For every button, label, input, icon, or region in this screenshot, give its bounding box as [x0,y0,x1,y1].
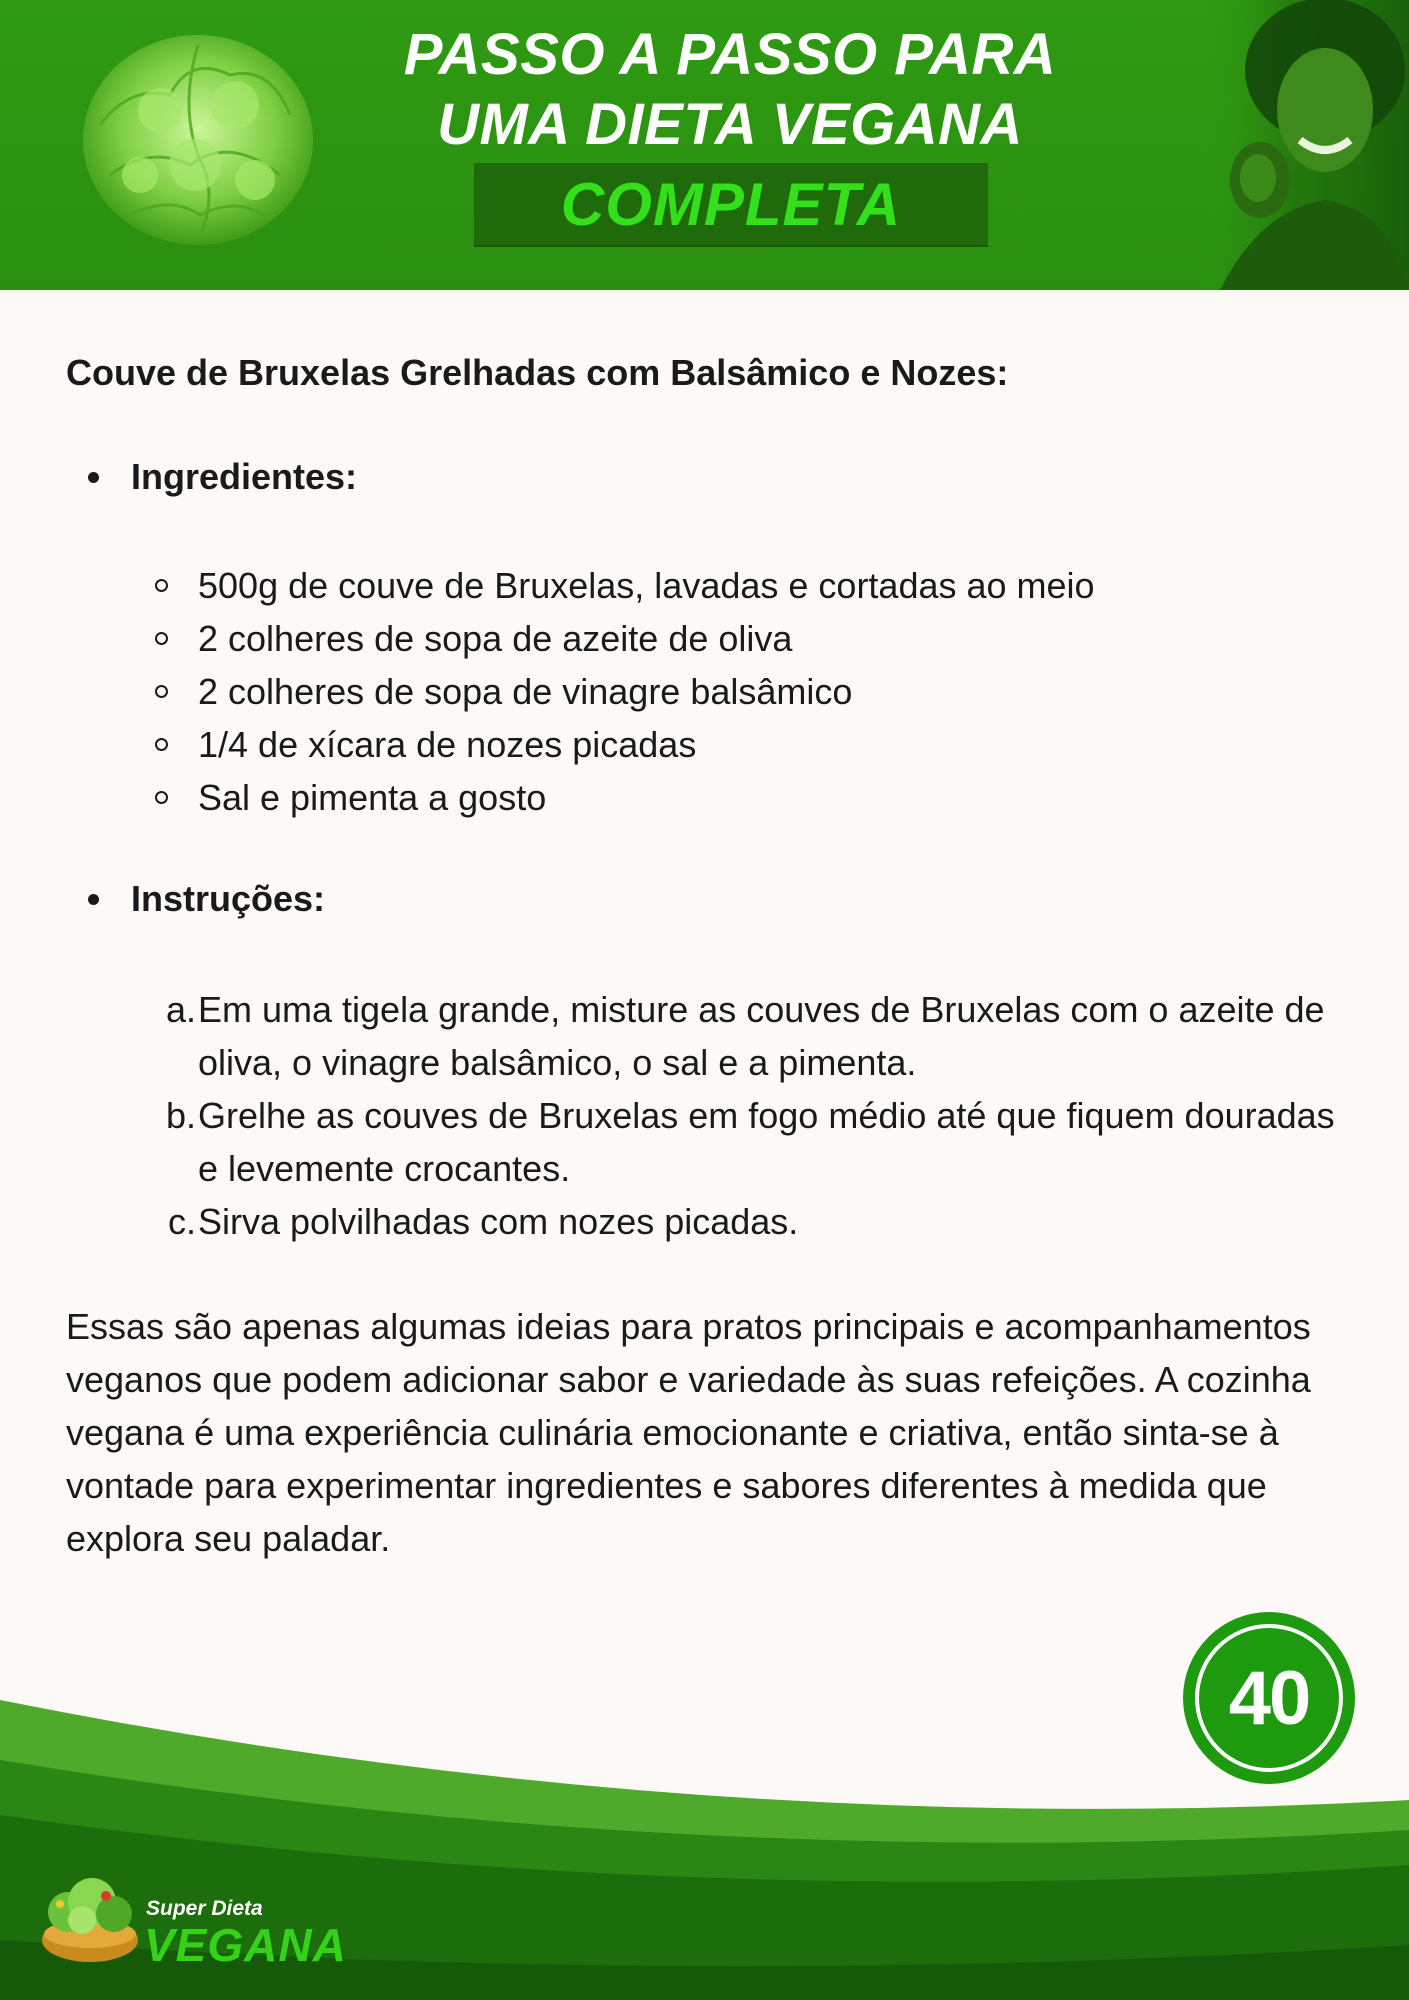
list-marker: c. [167,1201,196,1242]
recipe-title: Couve de Bruxelas Grelhadas com Balsâmico e Nozes: [66,352,1009,393]
list-marker: b. [165,1095,196,1136]
list-item: 2 colheres de sopa de vinagre balsâmico [150,665,1095,718]
page-number-badge [1183,1612,1355,1784]
list-item [150,1089,1350,1195]
instruction-text: Em uma tigela grande, misture as couves de Bruxelas com o azeite de oliva, o vinagre balsâmico, o sal e a pimenta. [198,989,1325,1083]
instructions-heading [88,878,325,920]
header-title-line2: UMA DIETA VEGANA [437,92,1023,157]
circle-bullet-icon [155,579,168,592]
ingredients-heading [88,456,357,498]
logo-icon [30,1862,150,1972]
subtitle-box [474,163,988,247]
ingredients-heading-label: Ingredientes: [131,456,358,497]
list-item [150,983,1350,1089]
list-marker: a. [165,989,196,1030]
header-title [300,20,1160,160]
ingredients-list [150,559,1095,824]
circle-bullet-icon [155,685,168,698]
circle-bullet-icon [155,791,168,804]
instruction-text: Sirva polvilhadas com nozes picadas. [198,1201,799,1242]
circle-bullet-icon [155,738,168,751]
instructions-heading-label: Instruções: [131,878,326,919]
logo-super-text: Super Dieta [146,1897,263,1920]
list-item: 2 colheres de sopa de azeite de oliva [150,612,1095,665]
closing-paragraph: Essas são apenas algumas ideias para pratos principais e acompanhamentos veganos que podem adicionar sabor e variedade às suas refeições. A cozinha vegana é uma experiência culinária emocionante e criativa, então sinta-se à vontade para experimentar ingredientes e sabores diferentes à medida que explora seu paladar. [66,1306,1311,1559]
circle-bullet-icon [155,632,168,645]
instruction-text: Grelhe as couves de Bruxelas em fogo médio até que fiquem douradas e levemente crocantes. [198,1095,1335,1189]
header-title-line1: PASSO A PASSO PARA [403,22,1057,87]
list-item [150,1195,1350,1248]
instructions-list [150,983,1350,1248]
logo-vegana-text: VEGANA [144,1919,347,1971]
page-header [0,0,1409,290]
bullet-icon [88,472,99,483]
list-item: 500g de couve de Bruxelas, lavadas e cortadas ao meio [150,559,1095,612]
lettuce-image [70,15,330,255]
subtitle-text: COMPLETA [560,170,902,238]
bullet-icon [88,894,99,905]
list-item: 1/4 de xícara de nozes picadas [150,718,1095,771]
woman-with-avocado-image [1200,0,1409,290]
list-item: Sal e pimenta a gosto [150,771,1095,824]
page-number: 40 [1228,1655,1310,1741]
